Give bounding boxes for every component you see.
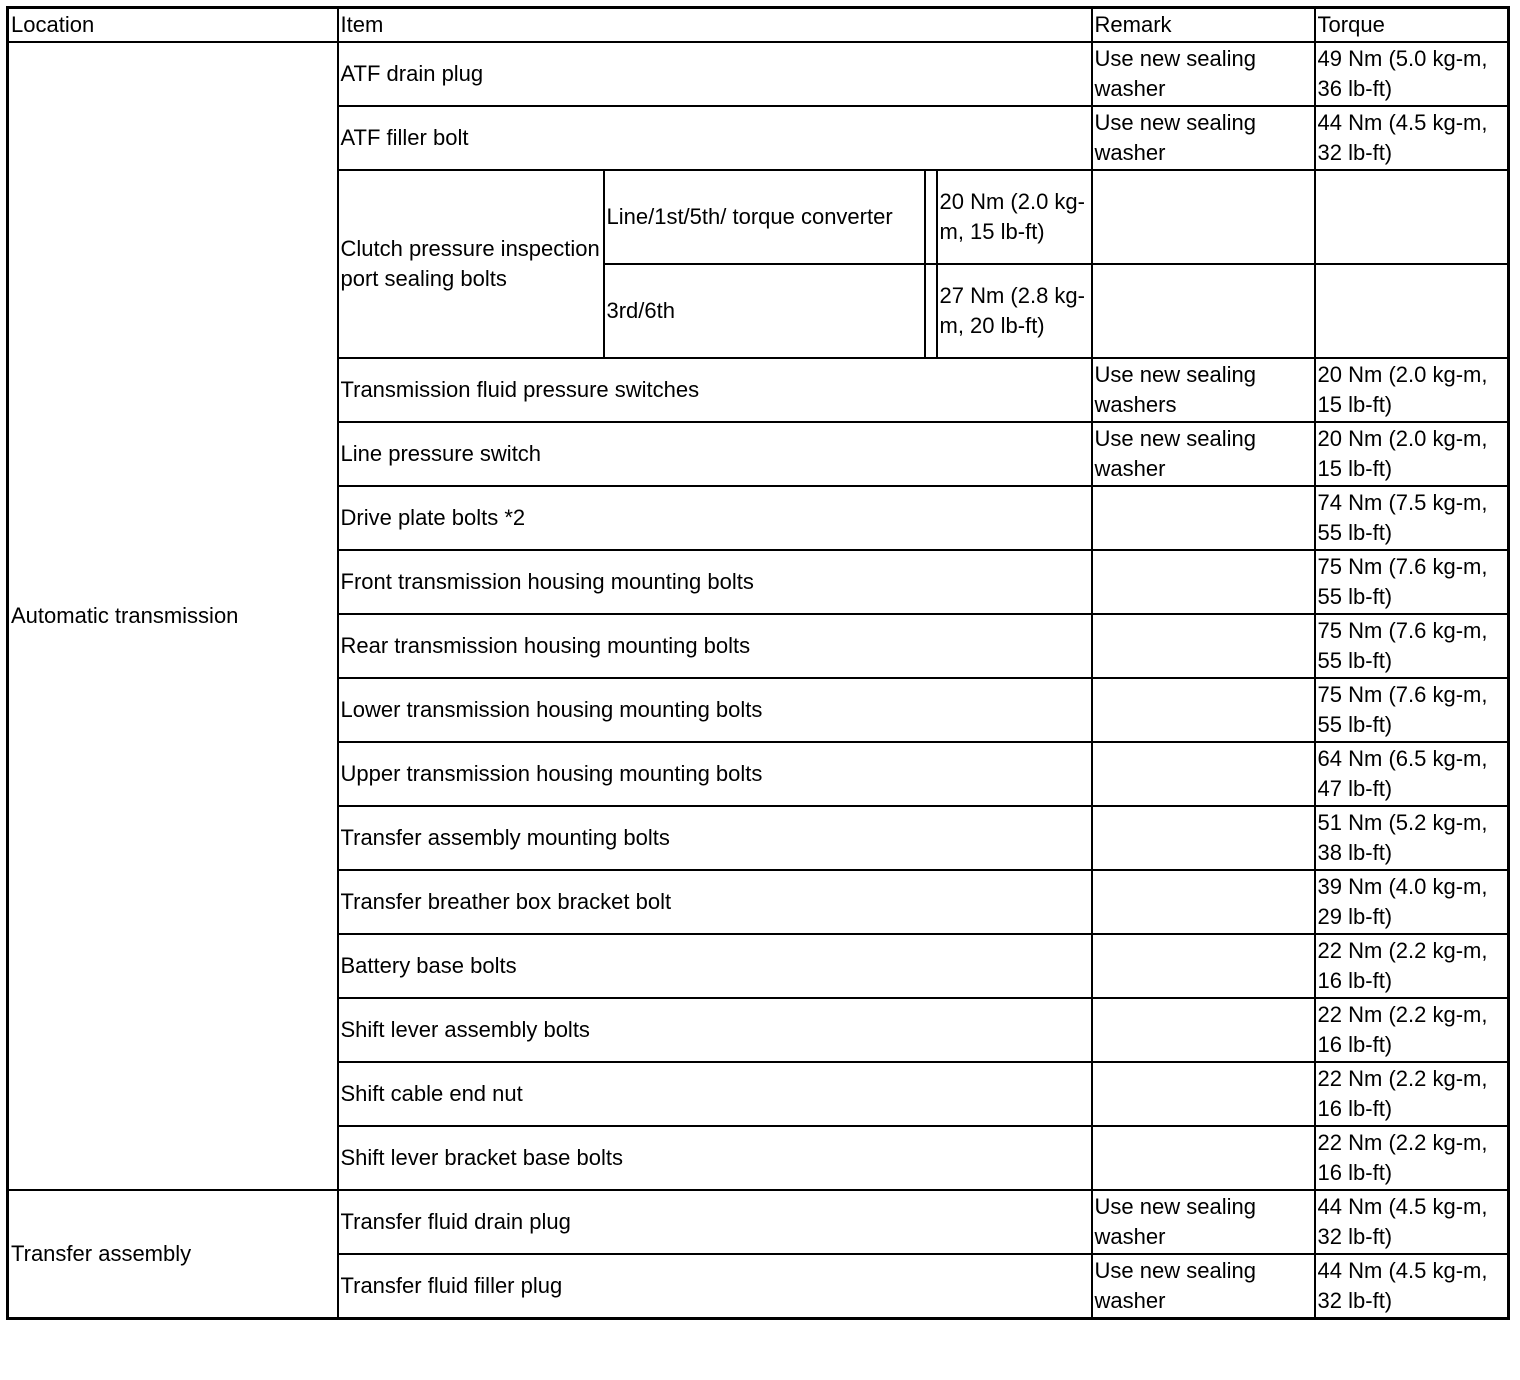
item-cell: Rear transmission housing mounting bolts bbox=[338, 614, 1092, 678]
item-cell: Transfer assembly mounting bolts bbox=[338, 806, 1092, 870]
torque-cell: 49 Nm (5.0 kg-m, 36 lb-ft) bbox=[1315, 42, 1509, 106]
remark-cell: Use new sealing washer bbox=[1092, 42, 1315, 106]
location-transfer-assembly: Transfer assembly bbox=[8, 1190, 338, 1319]
remark-cell bbox=[1092, 486, 1315, 550]
torque-cell: 22 Nm (2.2 kg-m, 16 lb-ft) bbox=[1315, 1062, 1509, 1126]
remark-cell bbox=[1092, 264, 1315, 358]
torque-cell: 44 Nm (4.5 kg-m, 32 lb-ft) bbox=[1315, 1190, 1509, 1254]
clutch-sub-torque: 20 Nm (2.0 kg-m, 15 lb-ft) bbox=[937, 170, 1092, 264]
item-cell: Transfer breather box bracket bolt bbox=[338, 870, 1092, 934]
item-cell: Transmission fluid pressure switches bbox=[338, 358, 1092, 422]
item-cell: Transfer fluid drain plug bbox=[338, 1190, 1092, 1254]
torque-cell: 22 Nm (2.2 kg-m, 16 lb-ft) bbox=[1315, 934, 1509, 998]
torque-cell bbox=[1315, 170, 1509, 264]
header-remark: Remark bbox=[1092, 8, 1315, 43]
torque-cell: 75 Nm (7.6 kg-m, 55 lb-ft) bbox=[1315, 550, 1509, 614]
header-item: Item bbox=[338, 8, 1092, 43]
item-cell: Transfer fluid filler plug bbox=[338, 1254, 1092, 1319]
remark-cell: Use new sealing washer bbox=[1092, 1190, 1315, 1254]
remark-cell bbox=[1092, 1126, 1315, 1190]
torque-cell: 20 Nm (2.0 kg-m, 15 lb-ft) bbox=[1315, 358, 1509, 422]
item-cell: Drive plate bolts *2 bbox=[338, 486, 1092, 550]
remark-cell bbox=[1092, 550, 1315, 614]
cell-divider bbox=[925, 264, 937, 358]
remark-cell bbox=[1092, 678, 1315, 742]
item-cell: ATF drain plug bbox=[338, 42, 1092, 106]
item-cell: Line pressure switch bbox=[338, 422, 1092, 486]
item-cell: Front transmission housing mounting bolts bbox=[338, 550, 1092, 614]
torque-cell bbox=[1315, 264, 1509, 358]
table-row bbox=[8, 1190, 1509, 1254]
header-torque: Torque bbox=[1315, 8, 1509, 43]
table-row bbox=[8, 42, 1509, 106]
remark-cell bbox=[1092, 870, 1315, 934]
item-cell: Shift lever assembly bolts bbox=[338, 998, 1092, 1062]
item-cell: Battery base bolts bbox=[338, 934, 1092, 998]
torque-cell: 75 Nm (7.6 kg-m, 55 lb-ft) bbox=[1315, 614, 1509, 678]
torque-cell: 39 Nm (4.0 kg-m, 29 lb-ft) bbox=[1315, 870, 1509, 934]
torque-cell: 20 Nm (2.0 kg-m, 15 lb-ft) bbox=[1315, 422, 1509, 486]
torque-cell: 22 Nm (2.2 kg-m, 16 lb-ft) bbox=[1315, 1126, 1509, 1190]
remark-cell bbox=[1092, 1062, 1315, 1126]
torque-cell: 44 Nm (4.5 kg-m, 32 lb-ft) bbox=[1315, 1254, 1509, 1319]
torque-cell: 22 Nm (2.2 kg-m, 16 lb-ft) bbox=[1315, 998, 1509, 1062]
torque-cell: 75 Nm (7.6 kg-m, 55 lb-ft) bbox=[1315, 678, 1509, 742]
clutch-sub-label: 3rd/6th bbox=[604, 264, 925, 358]
remark-cell bbox=[1092, 614, 1315, 678]
clutch-sub-label: Line/1st/5th/ torque converter bbox=[604, 170, 925, 264]
clutch-item-cell: Clutch pressure inspection port sealing bolts bbox=[338, 170, 604, 358]
torque-cell: 64 Nm (6.5 kg-m, 47 lb-ft) bbox=[1315, 742, 1509, 806]
torque-cell: 44 Nm (4.5 kg-m, 32 lb-ft) bbox=[1315, 106, 1509, 170]
item-cell: ATF filler bolt bbox=[338, 106, 1092, 170]
remark-cell bbox=[1092, 806, 1315, 870]
remark-cell: Use new sealing washers bbox=[1092, 358, 1315, 422]
item-cell: Upper transmission housing mounting bolts bbox=[338, 742, 1092, 806]
remark-cell bbox=[1092, 998, 1315, 1062]
header-row bbox=[8, 8, 1509, 43]
remark-cell: Use new sealing washer bbox=[1092, 106, 1315, 170]
item-cell: Shift cable end nut bbox=[338, 1062, 1092, 1126]
torque-cell: 51 Nm (5.2 kg-m, 38 lb-ft) bbox=[1315, 806, 1509, 870]
remark-cell bbox=[1092, 742, 1315, 806]
header-location: Location bbox=[8, 8, 338, 43]
item-cell: Shift lever bracket base bolts bbox=[338, 1126, 1092, 1190]
cell-divider bbox=[925, 170, 937, 264]
torque-cell: 74 Nm (7.5 kg-m, 55 lb-ft) bbox=[1315, 486, 1509, 550]
remark-cell bbox=[1092, 170, 1315, 264]
remark-cell: Use new sealing washer bbox=[1092, 1254, 1315, 1319]
clutch-sub-torque: 27 Nm (2.8 kg-m, 20 lb-ft) bbox=[937, 264, 1092, 358]
item-cell: Lower transmission housing mounting bolts bbox=[338, 678, 1092, 742]
torque-spec-table bbox=[6, 6, 1510, 1320]
remark-cell bbox=[1092, 934, 1315, 998]
remark-cell: Use new sealing washer bbox=[1092, 422, 1315, 486]
location-automatic-transmission: Automatic transmission bbox=[8, 42, 338, 1190]
